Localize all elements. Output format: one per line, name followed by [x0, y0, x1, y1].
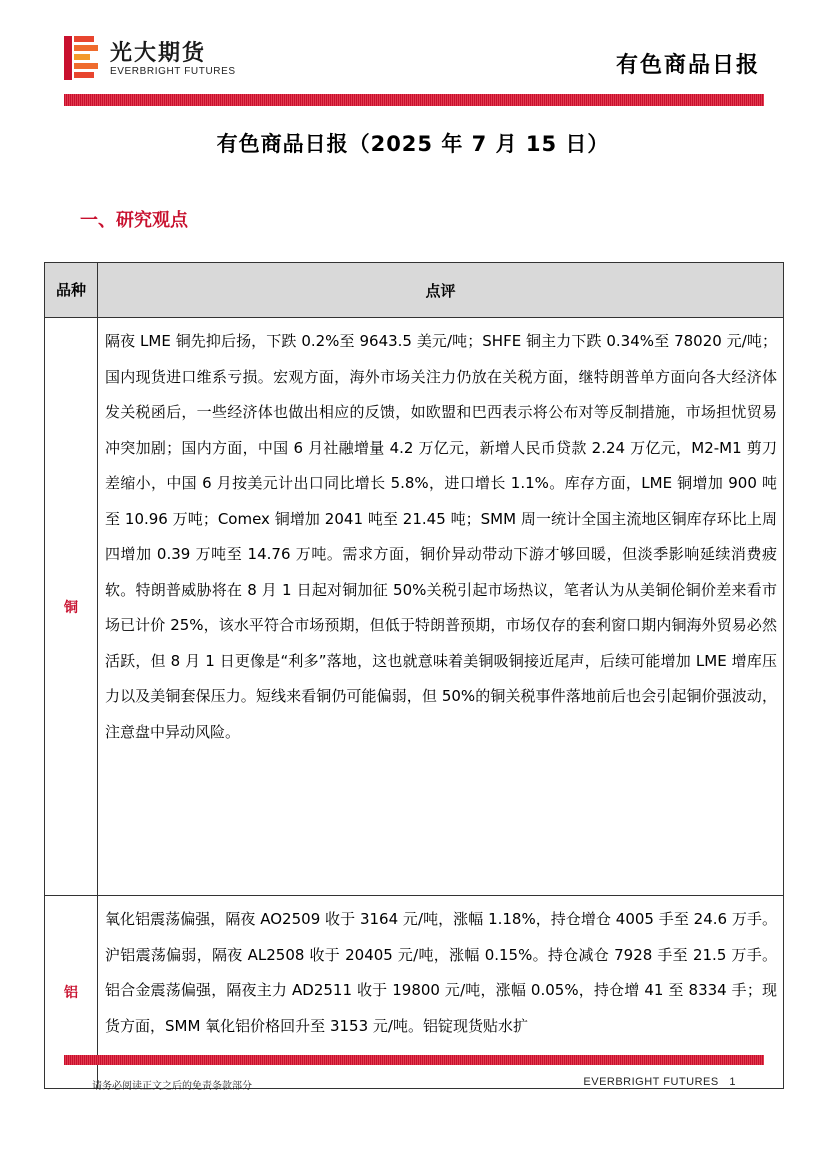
product-cell: 铜 [45, 318, 98, 896]
footer-brand: EVERBRIGHT FUTURES [583, 1076, 719, 1088]
comment-cell: 氧化铝震荡偏强，隔夜 AO2509 收于 3164 元/吨，涨幅 1.18%，持仓增仓 4005 手至 24.6 万手。沪铝震荡偏弱，隔夜 AL2508 收于 20405 元/吨，涨幅 0.15%。持仓减仓 7928 手至 21.5 万手。铝合金震荡偏强，隔夜主力 AD2511 收于 19800 元/吨，涨幅 0.05%，持仓增 41 至 8334 手；现货方面，SMM 氧化铝价格回升至 3153 元/吨。铝锭现货贴水扩 [98, 896, 784, 1089]
header-comment: 点评 [98, 263, 784, 318]
logo-cn-text: 光大期货 [110, 41, 207, 66]
product-cell: 铝 [45, 896, 98, 1089]
table-header-row [45, 263, 784, 318]
research-table [44, 262, 784, 1089]
page-number: 1 [729, 1076, 736, 1088]
header-product [45, 263, 98, 318]
everbright-logo-icon [64, 36, 100, 80]
logo-en-text: EVERBRIGHT FUTURES [110, 66, 236, 77]
company-logo [64, 36, 244, 82]
table-row-copper [45, 318, 784, 896]
footer-brand-page [583, 1076, 736, 1088]
footer-disclaimer: 请务必阅读正文之后的免责条款部分 [92, 1081, 252, 1092]
footer-divider [64, 1055, 764, 1065]
header-divider [64, 94, 764, 106]
document-title: 有色商品日报（2025 年 7 月 15 日） [216, 132, 610, 156]
comment-cell: 隔夜 LME 铜先抑后扬，下跌 0.2%至 9643.5 美元/吨；SHFE 铜主力下跌 0.34%至 78020 元/吨；国内现货进口维系亏损。宏观方面，海外市场关注力仍放在关税方面，继特朗普单方面向各大经济体发关税函后，一些经济体也做出相应的反馈，如欧盟和巴西表示将公布对等反制措施，市场担忧贸易冲突加剧；国内方面，中国 6 月社融增量 4.2 万亿元，新增人民币贷款 2.24 万亿元，M2-M1 剪刀差缩小，中国 6 月按美元计出口同比增长 5.8%，进口增长 1.1%。库存方面，LME 铜增加 900 吨至 10.96 万吨；Comex 铜增加 2041 吨至 21.45 吨；SMM 周一统计全国主流地区铜库存环比上周四增加 0.39 万吨至 14.76 万吨。需求方面，铜价异动带动下游才够回暖，但淡季影响延续消费疲软。特朗普威胁将在 8 月 1 日起对铜加征 50%关税引起市场热议，笔者认为从美铜伦铜价差来看市场已计价 25%，该水平符合市场预期，但低于特朗普预期，市场仅存的套利窗口期内铜海外贸易必然活跃，但 8 月 1 日更像是“利多”落地，这也就意味着美铜吸铜接近尾声，后续可能增加 LME 增库压力以及美铜套保压力。短线来看铜仍可能偏弱，但 50%的铜关税事件落地前后也会引起铜价强波动，注意盘中异动风险。 [98, 318, 784, 896]
report-name: 有色商品日报 [615, 53, 760, 78]
section-title: 一、研究观点 [80, 210, 188, 231]
header-product-label: 品种 [55, 281, 86, 299]
